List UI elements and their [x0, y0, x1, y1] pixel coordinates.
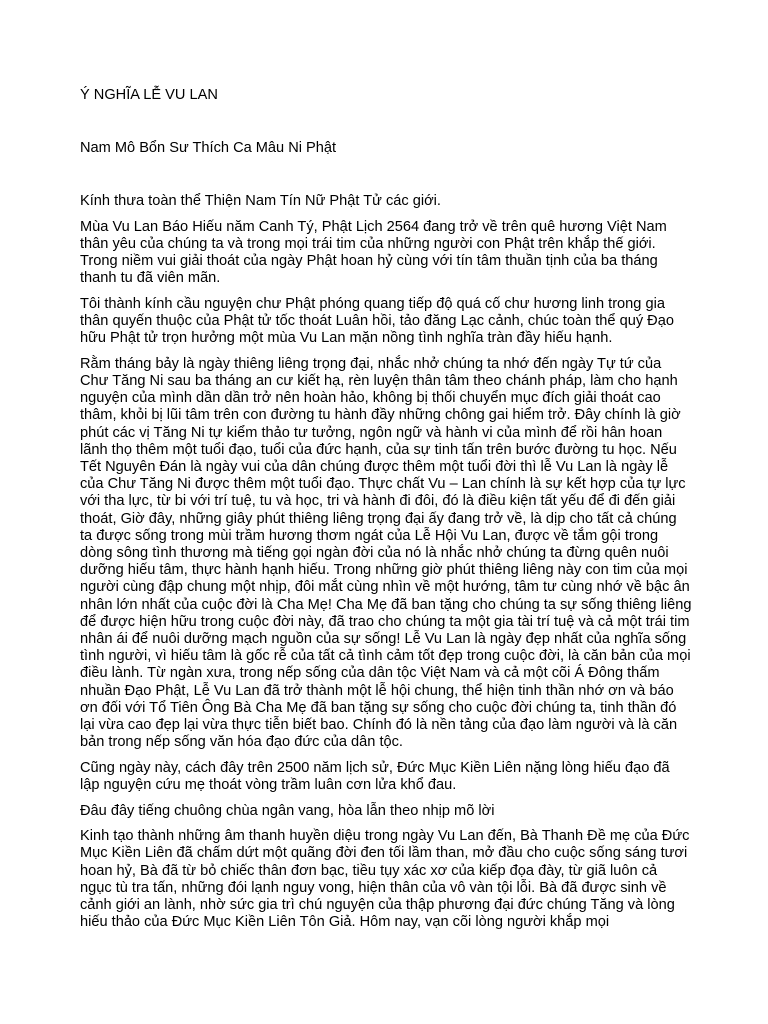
paragraph-prayer: Tôi thành kính cầu nguyện chư Phật phóng quang tiếp độ quá cố chư hương linh trong gia thân quyến thuộc của Phật tử tốc thoát Luân hồi, tảo đăng Lạc cảnh, chúc toàn thể quý Đạo hữu Phật tử trọn hưởng một mùa Vu Lan mặn nồng tình nghĩa tràn đầy hiếu hạnh. [80, 295, 674, 347]
paragraph-history: Cũng ngày này, cách đây trên 2500 năm lịch sử, Đức Mục Kiền Liên nặng lòng hiếu đạo đã lập nguyện cứu mẹ thoát vòng trầm luân cơn lửa khổ đau. [80, 759, 670, 794]
document-title: Ý NGHĨA LỄ VU LAN [80, 87, 218, 103]
paragraph-main: Rằm tháng bảy là ngày thiêng liêng trọng đại, nhắc nhở chúng ta nhớ đến ngày Tự tứ của Chư Tăng Ni sau ba tháng an cư kiết hạ, rèn luyện thân tâm theo chánh pháp, làm cho hạnh nguyện của mình dần dần trở nên hoàn hảo, không bị thối chuyển mục đích giải thoát cao thâm, khỏi bị lũi tâm trên con đường tu hành đầy những chông gai hiểm trở. Đây chính là giờ phút các vị Tăng Ni tự kiểm thảo tư tưởng, ngôn ngữ và hành vi của mình để rồi hân hoan lãnh thọ thêm một tuổi đạo, tuổi của đức hạnh, của sự tinh tấn trên bước đường tu học. Nếu Tết Nguyên Đán là ngày vui của dân chúng được thêm một tuổi đời thì lễ Vu Lan là ngày lễ của Chư Tăng Ni được thêm một tuổi đạo. Thực chất Vu – Lan chính là sự kết hợp của tự lực với tha lực, từ bi với trí tuệ, tu và học, tri và hành đi đôi, đó là điều kiện tất yếu để đi đến giải thoát, Giờ đây, những giây phút thiêng liêng trọng đại ấy đang trở về, là dịp cho tất cả chúng ta được sống trong mùi trầm hương thơm ngát của Lễ Hội Vu Lan, được về tắm gội trong dòng sông tình thương mà tiếng gọi ngàn đời của nó là nhắc nhở chúng ta đừng quên nuôi dưỡng hiếu tâm, thực hành hạnh hiếu. Trong những giờ phút thiêng liêng này con tim của mọi người cùng đập chung một nhịp, đôi mắt cùng nhìn về một hướng, tâm tư cùng nhớ về bậc ân nhân lớn nhất của cuộc đời là Cha Mẹ! Cha Mẹ đã ban tặng cho chúng ta sự sống thiêng liêng để được hiện hữu trong cuộc đời này, đã trao cho chúng ta một gia tài trí tuệ và cả một trái tim nhân ái để nuôi dưỡng mạch nguồn của sự sống! Lễ Vu Lan là ngày đẹp nhất của nghĩa sống tình người, vì hiếu tâm là gốc rễ của tất cả tình cảm tốt đẹp trong cuộc đời, là căn bản của mọi điều lành. Từ ngàn xưa, trong nếp sống của dân tộc Việt Nam và cả một cõi Á Đông thấm nhuần Đạo Phật, Lễ Vu Lan đã trở thành một lễ hội chung, thể hiện tinh thần nhớ ơn và báo ơn đối với Tổ Tiên Ông Bà Cha Mẹ đã ban tặng sự sống cho cuộc đời chúng ta, tinh thần đó lại vừa cao đẹp lại vừa thực tiễn biết bao. Chính đó là nền tảng của đạo làm người và là căn bản trong nếp sống văn hóa đạo đức của dân tộc. [80, 355, 692, 751]
paragraph-intro: Mùa Vu Lan Báo Hiếu năm Canh Tý, Phật Lịch 2564 đang trở về trên quê hương Việt Nam thân yêu của chúng ta và trong mọi trái tim của những người con Phật trên khắp thế giới. Trong niềm vui giải thoát của ngày Phật hoan hỷ cùng với tín tâm thuần tịnh của ba tháng thanh tu đã viên mãn. [80, 218, 667, 287]
invocation-line: Nam Mô Bổn Sư Thích Ca Mâu Ni Phật [80, 140, 337, 156]
paragraph-sutra: Kinh tạo thành những âm thanh huyền diệu trong ngày Vu Lan đến, Bà Thanh Đề mẹ của Đức Mục Kiền Liên đã chấm dứt một quãng đời đen tối lầm than, mở đầu cho cuộc sống sáng tươi hoan hỷ, Bà đã từ bỏ chiếc thân đơn bạc, tiều tụy xác xơ của kiếp đọa đày, từ giã luôn cả ngục tù tra tấn, những đói lạnh nguy vong, hiện thân của vô vàn tội lỗi. Bà đã được sinh về cảnh giới an lành, nhờ sức gia trì chú nguyện của thập phương đại đức chúng Tăng và lòng hiếu thảo của Đức Mục Kiền Liên Tôn Giả. Hôm nay, vạn cõi lòng người khắp mọi [80, 828, 690, 931]
paragraph-greeting: Kính thưa toàn thể Thiện Nam Tín Nữ Phật Tử các giới. [80, 193, 441, 209]
paragraph-bell: Đâu đây tiếng chuông chùa ngân vang, hòa lẫn theo nhịp mõ lời [80, 802, 495, 819]
document-body [80, 193, 692, 940]
